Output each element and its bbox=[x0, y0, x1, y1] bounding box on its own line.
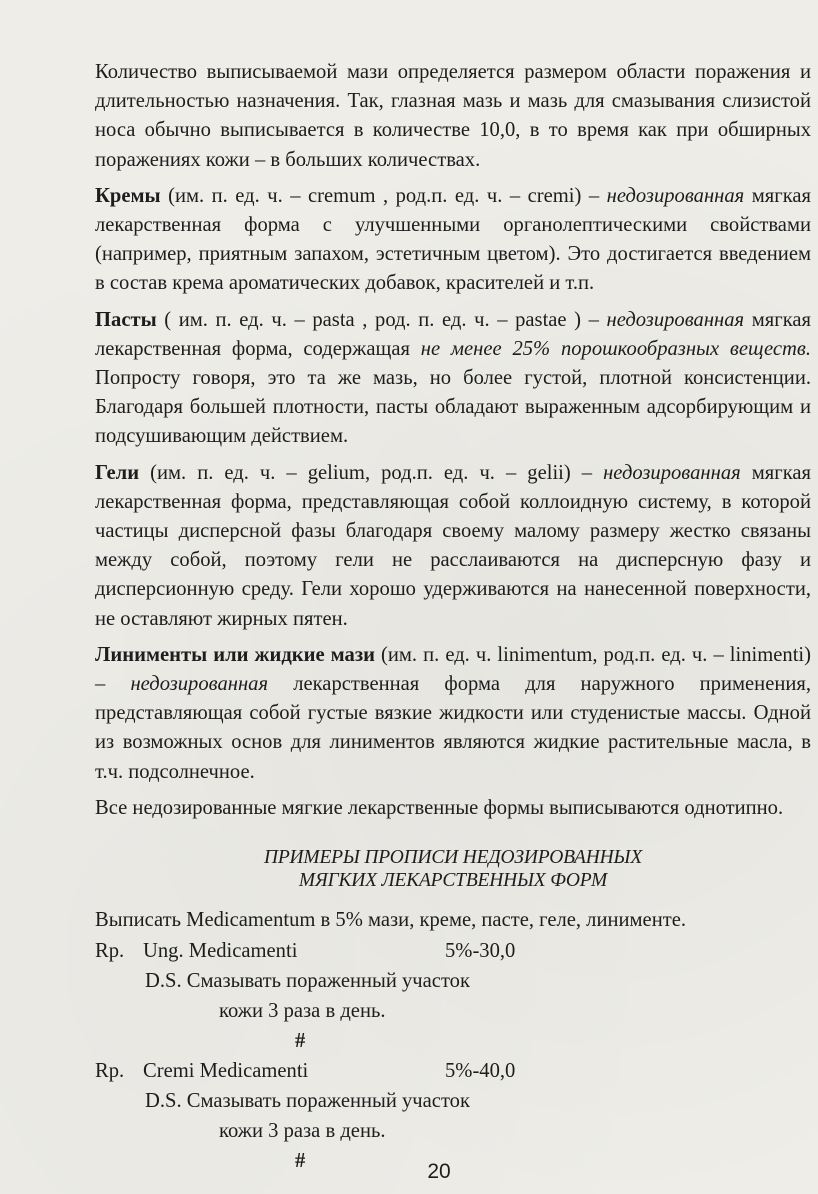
rp-label: Rp. bbox=[95, 940, 125, 963]
ds-line bbox=[95, 967, 811, 997]
ds-line-2 bbox=[95, 997, 811, 1027]
rx-drug-name: Cremi Medicamenti bbox=[143, 1060, 309, 1083]
creams-italic: недозированная bbox=[606, 184, 745, 207]
heading-line-2: МЯГКИХ ЛЕКАРСТВЕННЫХ ФОРМ bbox=[298, 870, 608, 892]
rx-dose: 5%-30,0 bbox=[445, 940, 516, 963]
ds-text-2: кожи 3 раза в день. bbox=[219, 1000, 386, 1023]
rx-line bbox=[95, 1057, 811, 1087]
paragraph-pastes bbox=[95, 306, 811, 452]
hash-separator: # bbox=[295, 1030, 306, 1053]
pastes-italic-1: недозированная bbox=[606, 308, 745, 331]
paragraph-gels bbox=[95, 459, 811, 634]
rp-label: Rp. bbox=[95, 1060, 125, 1083]
separator-line bbox=[95, 1027, 811, 1057]
creams-text-a: (им. п. ед. ч. – cremum , род.п. ед. ч. – cremi) – bbox=[160, 184, 607, 207]
creams-text-b: мягкая лекарственная форма с улучшенными органолептическими свойствами (например, приятным запахом, эстетичным цветом). Это достигается введением в состав крема ароматических добавок, красителей и т.п. bbox=[95, 184, 812, 295]
liniments-text-b: лекарственная форма для наружного применения, представляющая собой густые вязкие жидкости или студенистые массы. Одной из возможных основ для линиментов являются жидкие растительные масла, в т.ч. подсолнечное. bbox=[95, 673, 811, 783]
paragraph-liniments bbox=[95, 641, 811, 787]
liniments-text-a: (им. п. ед. ч. linimentum, род.п. ед. ч. – linimenti) – bbox=[95, 643, 811, 696]
rx-line bbox=[95, 937, 811, 967]
rx-drug-name: Ung. Medicamenti bbox=[143, 940, 298, 963]
gels-italic: недозированная bbox=[603, 461, 741, 484]
term-creams: Кремы bbox=[95, 184, 161, 207]
ds-text-2: кожи 3 раза в день. bbox=[219, 1120, 386, 1143]
ds-line bbox=[95, 1087, 811, 1117]
gels-text-a: (им. п. ед. ч. – gelium, род.п. ед. ч. – gelii) – bbox=[139, 461, 604, 484]
ds-text: D.S. Смазывать пораженный участок bbox=[145, 1090, 470, 1113]
hash-separator: # bbox=[295, 1150, 306, 1173]
pastes-text-c: Попросту говоря, это та же мазь, но более густой, плотной консистенции. Благодаря большей плотности, пасты обладают выраженным адсорбирующим и подсушивающим действием. bbox=[95, 367, 811, 448]
paragraph-summary: Все недозированные мягкие лекарственные формы выписываются однотипно. bbox=[95, 796, 784, 819]
term-liniments: Линименты или жидкие мази bbox=[95, 643, 375, 666]
examples-heading bbox=[95, 846, 811, 892]
term-gels: Гели bbox=[95, 461, 140, 484]
page-content bbox=[95, 58, 811, 1177]
ds-line-2 bbox=[95, 1117, 811, 1147]
prescription-1 bbox=[95, 937, 811, 1057]
paragraph-creams bbox=[95, 182, 811, 299]
pastes-text-b: мягкая лекарственная форма, содержащая bbox=[95, 308, 811, 360]
rx-dose: 5%-40,0 bbox=[445, 1060, 516, 1083]
paragraph-ointment-quantity: Количество выписываемой мази определяется размером области поражения и длительностью назначения. Так, глазная мазь и мазь для смазывания слизистой носа обычно выписывается в количестве 10,0, в то время как при обширных поражениях кожи – в больших количествах. bbox=[95, 61, 811, 171]
page-number bbox=[0, 1160, 818, 1184]
liniments-italic: недозированная bbox=[130, 673, 269, 696]
gels-text-b: мягкая лекарственная форма, представляющая собой коллоидную систему, в которой частицы дисперсной фазы благодаря своему малому размеру жестко связаны между собой, поэтому гели не расслаиваются на дисперсную фазу и дисперсионную среду. Гели хорошо удерживаются на нанесенной поверхности, не оставляют жирных пятен. bbox=[95, 461, 811, 630]
page-number-text: 20 bbox=[427, 1160, 451, 1183]
pastes-italic-2: не менее 25% порошкообразных веществ. bbox=[420, 337, 812, 360]
term-pastes: Пасты bbox=[95, 308, 157, 331]
task-statement: Выписать Medicamentum в 5% мази, креме, пасте, геле, линименте. bbox=[95, 909, 687, 932]
ds-text: D.S. Смазывать пораженный участок bbox=[145, 970, 470, 993]
heading-line-1: ПРИМЕРЫ ПРОПИСИ НЕДОЗИРОВАННЫХ bbox=[263, 847, 643, 869]
pastes-text-a: ( им. п. ед. ч. – pasta , род. п. ед. ч. – pastae ) – bbox=[156, 308, 607, 331]
